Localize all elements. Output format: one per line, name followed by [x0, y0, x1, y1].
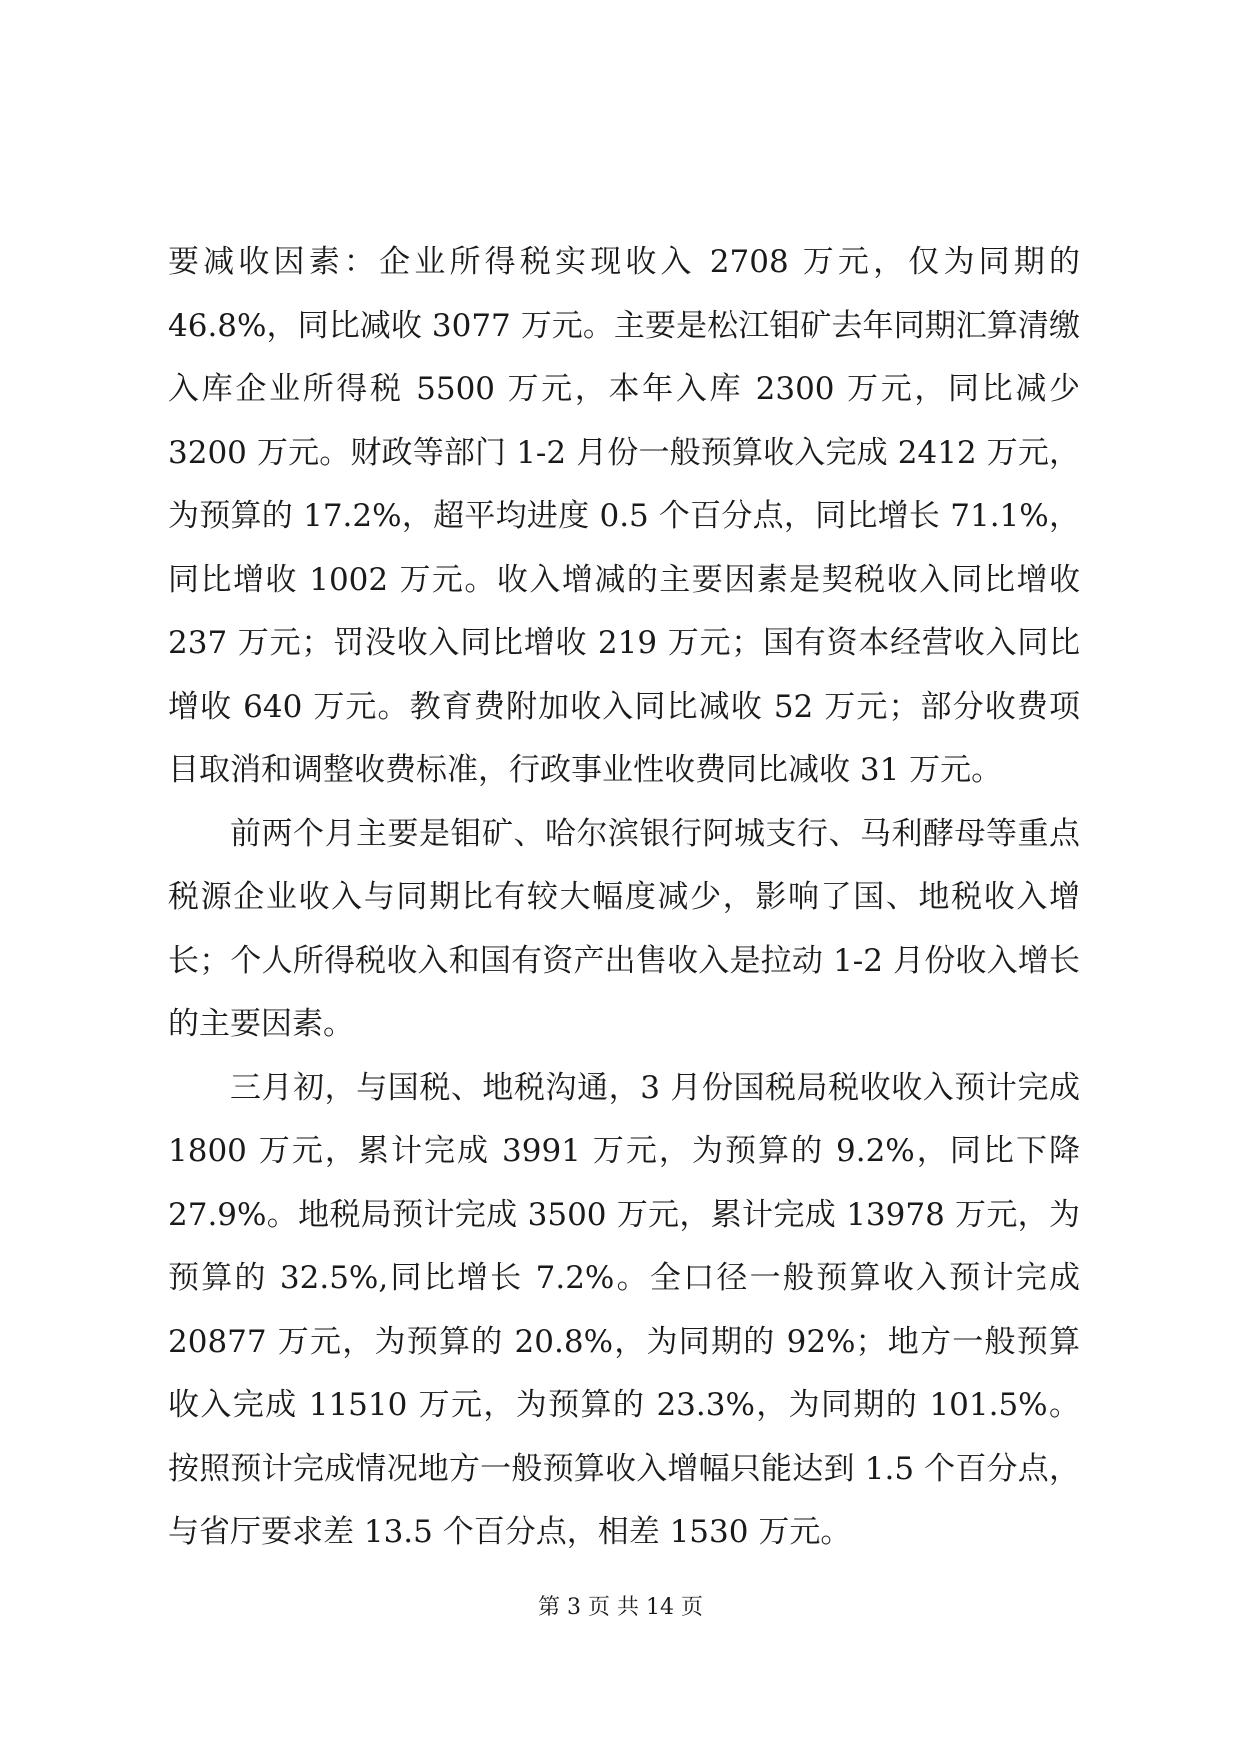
page-number-footer: 第 3 页 共 14 页 — [538, 1595, 703, 1620]
paragraph-1: 要减收因素：企业所得税实现收入 2708 万元，仅为同期的 46.8%，同比减收 3077 万元。主要是松江钼矿去年同期汇算清缴入库企业所得税 5500 万元，本年入库 2300 万元，同比减少 3200 万元。财政等部门 1-2 月份一般预算收入完成 2412 万元，为预算的 17.2%，超平均进度 0.5 个百分点，同比增长 71.1%，同比增收 1002 万元。收入增减的主要因素是契税收入同比增收 237 万元；罚没收入同比增收 219 万元；国有资本经营收入同比增收 640 万元。教育费附加收入同比减收 52 万元；部分收费项目取消和调整收费标准，行政事业性收费同比减收 31 万元。 — [168, 244, 1080, 788]
document-body — [168, 231, 1080, 1565]
paragraph-2: 前两个月主要是钼矿、哈尔滨银行阿城支行、马利酵母等重点税源企业收入与同期比有较大幅度减少，影响了国、地税收入增长；个人所得税收入和国有资产出售收入是拉动 1-2 月份收入增长的主要因素。 — [168, 815, 1080, 1042]
paragraph-3: 三月初，与国税、地税沟通，3 月份国税局税收收入预计完成 1800 万元，累计完成 3991 万元，为预算的 9.2%，同比下降 27.9%。地税局预计完成 3500 万元，累计完成 13978 万元，为预算的 32.5%,同比增长 7.2%。全口径一般预算收入预计完成 20877 万元，为预算的 20.8%，为同期的 92%；地方一般预算收入完成 11510 万元，为预算的 23.3%，为同期的 101.5%。按照预计完成情况地方一般预算收入增幅只能达到 1.5 个百分点，与省厅要求差 13.5 个百分点，相差 1530 万元。 — [168, 1069, 1080, 1550]
